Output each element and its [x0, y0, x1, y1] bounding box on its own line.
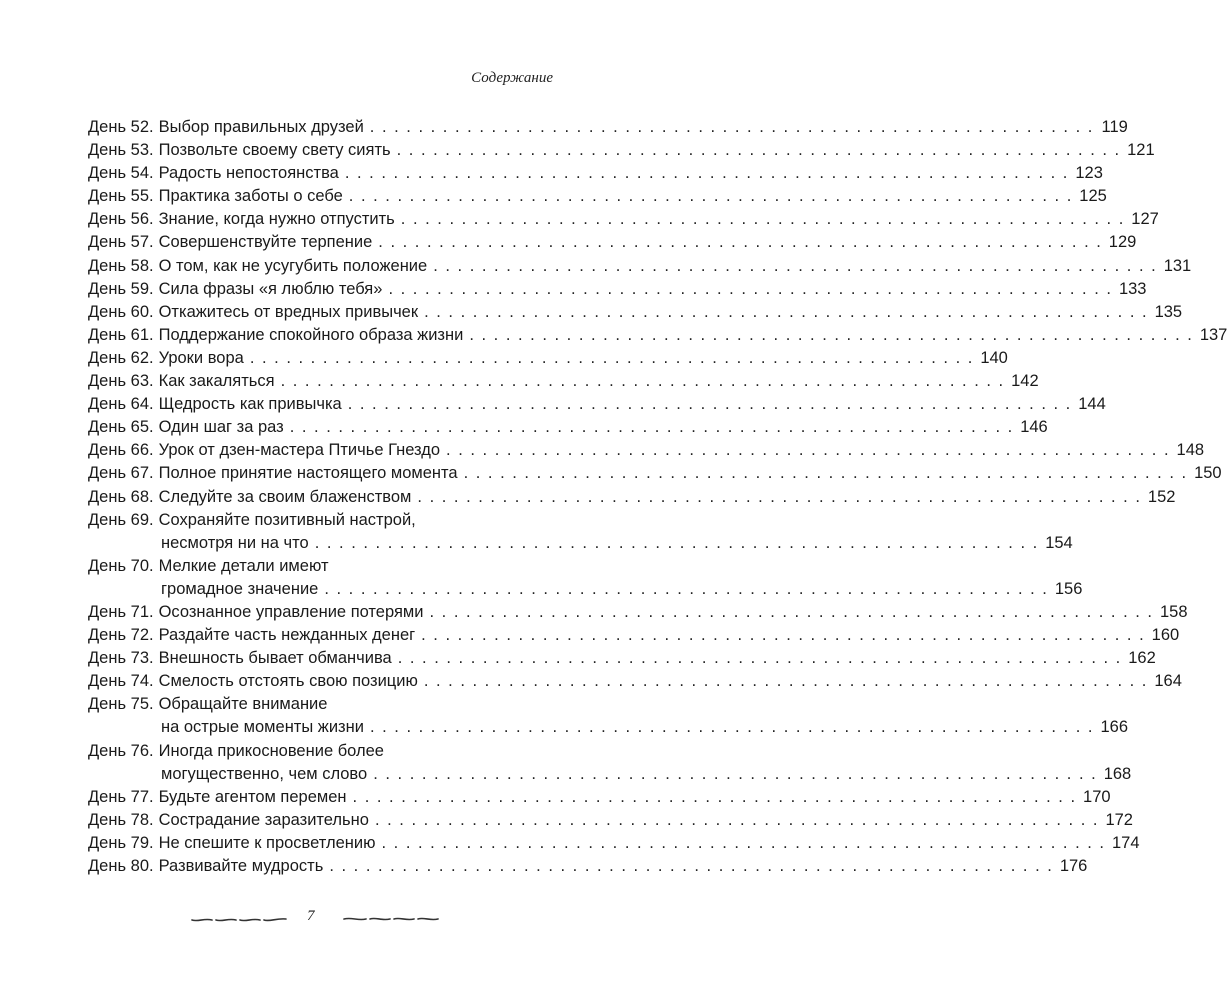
toc-day-label: День 52. [88, 118, 154, 136]
toc-line [88, 763, 1132, 786]
dot-leader: . . . . . . . . . . . . . . . . . . . . . . . . . . . . . . . . . . . . . . . . . . . . . . . . . . . . . . . . . . . . [329, 857, 1054, 875]
toc-page-number: 158 [1159, 602, 1188, 621]
toc-page-number: 164 [1154, 672, 1182, 691]
dot-leader: . . . . . . . . . . . . . . . . . . . . . . . . . . . . . . . . . . . . . . . . . . . . . . . . . . . . . . . . . . . . [429, 602, 1154, 621]
dot-leader: . . . . . . . . . . . . . . . . . . . . . . . . . . . . . . . . . . . . . . . . . . . . . . . . . . . . . . . . . . . . [433, 256, 1158, 275]
toc-day-label: День 63. [88, 372, 154, 391]
toc-page-number: 174 [1111, 833, 1140, 852]
toc-day-label: День 65. [88, 418, 154, 437]
toc-day-label: День 68. [88, 487, 154, 506]
toc-title: Щедрость как привычка [158, 395, 342, 414]
toc-title: Мелкие детали имеют [158, 556, 329, 575]
toc-line [88, 670, 1182, 693]
toc-line [88, 578, 1083, 601]
dot-leader: . . . . . . . . . . . . . . . . . . . . . . . . . . . . . . . . . . . . . . . . . . . . . . . . . . . . . . . . . . . . [369, 718, 1094, 737]
toc-line [88, 786, 1111, 809]
toc-line [88, 278, 1147, 301]
toc-line [88, 139, 1155, 162]
toc-entry [88, 786, 1111, 809]
right-ornament-icon [340, 913, 440, 925]
toc-line [88, 393, 1106, 416]
dot-leader: . . . . . . . . . . . . . . . . . . . . . . . . . . . . . . . . . . . . . . . . . . . . . . . . . . . . . . . . . . . . [280, 372, 1005, 391]
toc-title: Развивайте мудрость [158, 857, 324, 875]
toc-day-label: День 72. [88, 626, 154, 645]
dot-leader: . . . . . . . . . . . . . . . . . . . . . . . . . . . . . . . . . . . . . . . . . . . . . . . . . . . . . . . . . . . . [396, 141, 1121, 160]
toc-title: Не спешите к просветлению [158, 833, 376, 852]
toc-day-label: День 57. [88, 233, 154, 252]
toc-title: Знание, когда нужно отпустить [158, 210, 395, 229]
toc-page-number: 146 [1020, 418, 1048, 437]
toc-line [88, 809, 1133, 832]
toc-title: Осознанное управление потерями [158, 602, 424, 621]
toc-title: Следуйте за своим блаженством [158, 487, 412, 506]
toc-day-label: День 59. [88, 279, 154, 298]
toc-day-label: День 69. [88, 510, 154, 529]
toc-line [88, 162, 1103, 185]
toc-entry [88, 370, 1039, 393]
toc-entry [88, 740, 1132, 786]
toc-line [88, 486, 1176, 509]
toc-line [88, 416, 1048, 439]
toc-entry [88, 439, 1205, 462]
toc-title: О том, как не усугубить положение [158, 256, 428, 275]
toc-entry [88, 416, 1048, 439]
toc-page-number: 160 [1151, 626, 1180, 645]
toc-day-label: День 76. [88, 741, 154, 760]
toc-line [88, 324, 1227, 347]
toc-line [88, 116, 1128, 139]
toc-line [88, 255, 1192, 278]
running-head: Содержание [471, 70, 553, 86]
toc-day-label: День 67. [88, 464, 154, 483]
toc-day-label: День 60. [88, 302, 154, 321]
dot-leader: . . . . . . . . . . . . . . . . . . . . . . . . . . . . . . . . . . . . . . . . . . . . . . . . . . . . . . . . . . . . [352, 787, 1077, 806]
toc-title: громадное значение [161, 579, 319, 598]
toc-entry [88, 393, 1106, 416]
dot-leader: . . . . . . . . . . . . . . . . . . . . . . . . . . . . . . . . . . . . . . . . . . . . . . . . . . . . . . . . . . . . [344, 164, 1069, 183]
toc-page-number: 162 [1128, 649, 1156, 668]
toc-entry [88, 347, 1008, 370]
toc-title: Позвольте своему свету сиять [158, 141, 391, 160]
toc-page-number: 166 [1100, 718, 1128, 737]
dot-leader: . . . . . . . . . . . . . . . . . . . . . . . . . . . . . . . . . . . . . . . . . . . . . . . . . . . . . . . . . . . . [423, 672, 1148, 691]
toc-entry [88, 693, 1128, 739]
left-ornament-icon [190, 913, 290, 925]
toc-page-number: 156 [1054, 579, 1083, 598]
toc-day-label: День 77. [88, 787, 154, 806]
toc-page-number: 176 [1059, 857, 1088, 875]
toc-entry [88, 624, 1180, 647]
toc-entry [88, 231, 1137, 254]
toc-entry [88, 601, 1188, 624]
dot-leader: . . . . . . . . . . . . . . . . . . . . . . . . . . . . . . . . . . . . . . . . . . . . . . . . . . . . . . . . . . . . [417, 487, 1142, 506]
toc-day-label: День 62. [88, 348, 154, 367]
toc-day-label: День 71. [88, 602, 154, 621]
toc-line [88, 716, 1128, 739]
toc-title: Будьте агентом перемен [158, 787, 347, 806]
toc-title: Один шаг за раз [158, 418, 284, 437]
toc-title: Обращайте внимание [158, 695, 328, 714]
toc-entry [88, 324, 1227, 347]
dot-leader: . . . . . . . . . . . . . . . . . . . . . . . . . . . . . . . . . . . . . . . . . . . . . . . . . . . . . . . . . . . . [397, 649, 1122, 668]
toc-line [88, 185, 1107, 208]
toc-title: Поддержание спокойного образа жизни [158, 325, 464, 344]
toc-page-number: 123 [1075, 164, 1103, 183]
dot-leader: . . . . . . . . . . . . . . . . . . . . . . . . . . . . . . . . . . . . . . . . . . . . . . . . . . . . . . . . . . . . [373, 764, 1098, 783]
toc-title: могущественно, чем слово [161, 764, 368, 783]
toc-line [88, 532, 1073, 555]
toc-line [88, 439, 1205, 462]
toc-entry [88, 278, 1147, 301]
toc-line [88, 601, 1188, 624]
toc-entry [88, 462, 1222, 485]
toc-title: Смелость отстоять свою позицию [158, 672, 418, 691]
toc-day-label: День 64. [88, 395, 154, 414]
toc-page-number: 129 [1108, 233, 1137, 252]
toc-day-label: День 55. [88, 187, 154, 206]
toc-day-label: День 78. [88, 810, 154, 829]
toc-page-number: 150 [1194, 464, 1222, 483]
toc-entry [88, 116, 1128, 139]
toc-entry [88, 855, 1088, 878]
toc-title: Совершенствуйте терпение [158, 233, 373, 252]
toc-page-number: 131 [1163, 256, 1192, 275]
toc-page-number: 170 [1083, 787, 1111, 806]
toc-title: Сохраняйте позитивный настрой, [158, 510, 416, 529]
toc-line [88, 509, 552, 532]
toc-entry [88, 555, 1083, 601]
toc-entry [88, 255, 1192, 278]
toc-page-number: 168 [1103, 764, 1132, 783]
toc-page-number: 154 [1045, 533, 1073, 552]
dot-leader: . . . . . . . . . . . . . . . . . . . . . . . . . . . . . . . . . . . . . . . . . . . . . . . . . . . . . . . . . . . . [400, 210, 1125, 229]
dot-leader: . . . . . . . . . . . . . . . . . . . . . . . . . . . . . . . . . . . . . . . . . . . . . . . . . . . . . . . . . . . . [347, 395, 1072, 414]
dot-leader: . . . . . . . . . . . . . . . . . . . . . . . . . . . . . . . . . . . . . . . . . . . . . . . . . . . . . . . . . . . . [314, 533, 1039, 552]
dot-leader: . . . . . . . . . . . . . . . . . . . . . . . . . . . . . . . . . . . . . . . . . . . . . . . . . . . . . . . . . . . . [378, 233, 1103, 252]
toc-entry [88, 162, 1103, 185]
toc-day-label: День 74. [88, 672, 154, 691]
toc-line [88, 832, 1140, 855]
toc-line [88, 740, 552, 763]
toc-title: Сострадание заразительно [158, 810, 369, 829]
toc-title: Сила фразы «я люблю тебя» [158, 279, 383, 298]
toc-entry [88, 670, 1182, 693]
toc-day-label: День 80. [88, 857, 154, 875]
toc-line [88, 370, 1039, 393]
toc-page-number: 142 [1011, 372, 1039, 391]
toc-day-label: День 73. [88, 649, 154, 668]
dot-leader: . . . . . . . . . . . . . . . . . . . . . . . . . . . . . . . . . . . . . . . . . . . . . . . . . . . . . . . . . . . . [369, 118, 1094, 136]
toc-line [88, 855, 1088, 878]
toc-day-label: День 58. [88, 256, 154, 275]
toc-entry [88, 139, 1155, 162]
dot-leader: . . . . . . . . . . . . . . . . . . . . . . . . . . . . . . . . . . . . . . . . . . . . . . . . . . . . . . . . . . . . [421, 626, 1146, 645]
toc-page-number: 140 [980, 348, 1008, 367]
toc-day-label: День 61. [88, 325, 154, 344]
toc-title: Выбор правильных друзей [158, 118, 364, 136]
toc-entry [88, 208, 1159, 231]
toc-day-label: День 79. [88, 833, 154, 852]
toc-line [88, 462, 1222, 485]
toc-line [88, 693, 552, 716]
dot-leader: . . . . . . . . . . . . . . . . . . . . . . . . . . . . . . . . . . . . . . . . . . . . . . . . . . . . . . . . . . . . [249, 348, 974, 367]
toc-page-number: 119 [1101, 118, 1128, 136]
toc-line [88, 301, 1183, 324]
toc-page-number: 121 [1127, 141, 1155, 160]
toc-day-label: День 75. [88, 695, 154, 714]
toc-entry [88, 185, 1107, 208]
toc-day-label: День 56. [88, 210, 154, 229]
dot-leader: . . . . . . . . . . . . . . . . . . . . . . . . . . . . . . . . . . . . . . . . . . . . . . . . . . . . . . . . . . . . [388, 279, 1113, 298]
toc-day-label: День 53. [88, 141, 154, 160]
dot-leader: . . . . . . . . . . . . . . . . . . . . . . . . . . . . . . . . . . . . . . . . . . . . . . . . . . . . . . . . . . . . [324, 579, 1049, 598]
toc-page-number: 152 [1147, 487, 1176, 506]
toc-line [88, 555, 552, 578]
toc-page-number: 125 [1079, 187, 1107, 206]
toc-line [88, 231, 1137, 254]
toc-entry [88, 486, 1176, 509]
page-footer [190, 905, 440, 933]
toc-title: Как закаляться [158, 372, 275, 391]
toc-title: Полное принятие настоящего момента [158, 464, 458, 483]
toc-entry [88, 647, 1156, 670]
dot-leader: . . . . . . . . . . . . . . . . . . . . . . . . . . . . . . . . . . . . . . . . . . . . . . . . . . . . . . . . . . . . [469, 325, 1194, 344]
toc-entry [88, 832, 1140, 855]
dot-leader: . . . . . . . . . . . . . . . . . . . . . . . . . . . . . . . . . . . . . . . . . . . . . . . . . . . . . . . . . . . . [289, 418, 1014, 437]
toc-line [88, 624, 1180, 647]
toc-page-number: 127 [1131, 210, 1159, 229]
toc-page-number: 172 [1105, 810, 1133, 829]
page-number: 7 [307, 908, 315, 924]
toc-page-number: 144 [1078, 395, 1106, 414]
toc-day-label: День 66. [88, 441, 154, 460]
toc-title: Раздайте часть нежданных денег [158, 626, 416, 645]
toc-page-number: 137 [1199, 325, 1227, 344]
toc-entry [88, 301, 1183, 324]
toc-line [88, 647, 1156, 670]
toc-title: несмотря ни на что [161, 533, 309, 552]
toc-line [88, 347, 1008, 370]
toc-title: Откажитесь от вредных привычек [158, 302, 419, 321]
toc-entry [88, 509, 1073, 555]
table-of-contents [88, 116, 1227, 878]
toc-title: Урок от дзен-мастера Птичье Гнездо [158, 441, 441, 460]
toc-page-number: 133 [1118, 279, 1147, 298]
dot-leader: . . . . . . . . . . . . . . . . . . . . . . . . . . . . . . . . . . . . . . . . . . . . . . . . . . . . . . . . . . . . [446, 441, 1171, 460]
dot-leader: . . . . . . . . . . . . . . . . . . . . . . . . . . . . . . . . . . . . . . . . . . . . . . . . . . . . . . . . . . . . [381, 833, 1106, 852]
toc-title: Иногда прикосновение более [158, 741, 384, 760]
toc-title: Уроки вора [158, 348, 244, 367]
toc-page-number: 148 [1176, 441, 1205, 460]
toc-title: на острые моменты жизни [161, 718, 364, 737]
dot-leader: . . . . . . . . . . . . . . . . . . . . . . . . . . . . . . . . . . . . . . . . . . . . . . . . . . . . . . . . . . . . [348, 187, 1073, 206]
dot-leader: . . . . . . . . . . . . . . . . . . . . . . . . . . . . . . . . . . . . . . . . . . . . . . . . . . . . . . . . . . . . [424, 302, 1149, 321]
dot-leader: . . . . . . . . . . . . . . . . . . . . . . . . . . . . . . . . . . . . . . . . . . . . . . . . . . . . . . . . . . . . [374, 810, 1099, 829]
toc-day-label: День 54. [88, 164, 154, 183]
toc-entry [88, 809, 1133, 832]
toc-title: Радость непостоянства [158, 164, 339, 183]
dot-leader: . . . . . . . . . . . . . . . . . . . . . . . . . . . . . . . . . . . . . . . . . . . . . . . . . . . . . . . . . . . . [463, 464, 1188, 483]
toc-page-number: 135 [1154, 302, 1183, 321]
toc-title: Практика заботы о себе [158, 187, 343, 206]
toc-title: Внешность бывает обманчива [158, 649, 392, 668]
toc-line [88, 208, 1159, 231]
toc-day-label: День 70. [88, 556, 154, 575]
